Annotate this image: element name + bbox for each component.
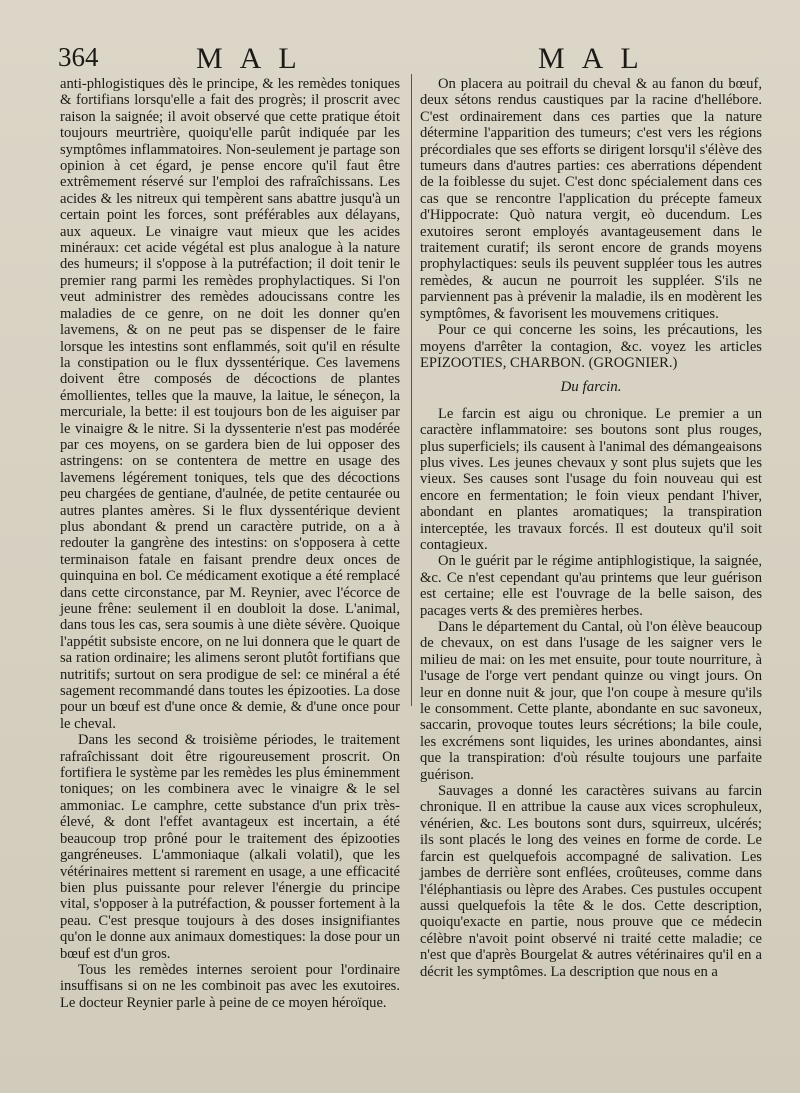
paragraph-left-1: anti-phlogistiques dès le principe, & les remèdes toniques & fortifians lorsqu'elle a fait des progrès; il proscrit avec raison la saignée; il avoit observé que cette pratique étoit toujours meurtrière, quoiqu'elle parût indiquée par les symptômes inflammatoires. Non-seulement je partage son opinion à cet égard, je pense encore qu'il faut être extrêmement réservé sur l'emploi des rafraîchissans. Les acides & les nitreux qui tempèrent sans abattre jusqu'à un certain point les forces, sont préférables aux délayans, aux aqueux. Le vinaigre vaut mieux que les acides minéraux: cet acide végétal est plus analogue à la nature des humeurs; il s'oppose à la putréfaction; il doit tenir le premier rang parmi les remèdes prophylactiques. Si l'on veut administrer des remèdes adoucissans contre les maladies de ce genre, on ne doit les donner qu'en lavemens, & on ne peut pas se dispenser de le faire lorsque les intestins sont enflammés, soit qu'il en résulte la constipation ou le flux dyssentérique. Ces lavemens doivent être composés de décoctions de plantes émollientes, telles que la mauve, la laitue, le séneçon, la mercuriale, la bette: il est toujours bon de les aiguiser par le vinaigre & le nitre. Si la dyssenterie n'est pas modérée par ces moyens, on se gardera bien de lui opposer des astringens: on se contentera de mettre en usage des lavemens légérement toniques, tels que des décoctions peu chargées de gentiane, d'aulnée, de petite centaurée ou autres plantes amères. Si le flux dyssentérique devient plus abondant & prend un caractère putride, on a à redouter la gangrène des intestins: on s'opposera à cette terminaison fatale en faisant prendre deux onces de quinquina en bol. Ce médicament exotique a été remplacé dans cette circonstance, par M. Reynier, avec l'écorce de jeune frêne: seulement il en doubloit la dose. L'animal, dans tous les cas, sera soumis à une diète sévère. Quoique l'appétit subsiste encore, on ne lui donnera que le quart de sa ration ordinaire; les alimens seront plutôt fortifians que nutritifs; surtout on sera prodigue de sel: ce minéral a été sagement recommandé dans toutes les épizooties. La dose pour un bœuf est d'une once & demie, & d'une once pour le cheval. [60,76,400,732]
section-heading-farcin: Du farcin. [560,379,622,396]
left-column [60,76,400,1011]
paragraph-right-3: Le farcin est aigu ou chronique. Le premier a un caractère inflammatoire: ses boutons sont plus rouges, plus superficiels; ils causent à l'animal des démangeaisons plus vives. Les jeunes chevaux y sont plus sujets que les vieux. Ses causes sont l'usage du foin nouveau qui est encore en fermentation; le foin vieux pendant l'hiver, abondant en plantes aromatiques; la transpiration interceptée, les travaux forcés. Il est douteux qu'il soit contagieux. [420,405,762,553]
right-column [420,76,762,980]
paragraph-right-5: Dans le département du Cantal, où l'on élève beaucoup de chevaux, on est dans l'usage de les saigner vers le milieu de mai: on les met ensuite, pour toute nourriture, à l'usage de l'orge vert pendant quinze ou vingt jours. On leur en donne nuit & jour, que l'on coupe à mesure qu'ils le consomment. Cette plante, abondante en suc savoneux, saccarin, provoque toutes leurs sécrétions; la bile coule, les excrémens sont liquides, les urines abondantes, ainsi que la transpiration: d'où résulte toujours une parfaite guérison. [420,619,762,783]
paragraph-right-6: Sauvages a donné les caractères suivans au farcin chronique. Il en attribue la cause aux vices scrophuleux, vénérien, &c. Les boutons sont durs, squirreux, ulcérés; ils sont placés le long des veines en forme de corde. Le farcin est quelquefois accompagné de salivation. Les jambes de derrière sont enflées, croûteuses, comme dans l'éléphantiasis ou lèpre des Arabes. Ces pustules occupent aussi quelquefois la tête & le dos. Cette description, quoiqu'exacte en partie, nous prouve que ce médecin célèbre n'avoit point observé ni traité cette maladie; ce n'est que d'après Bourgelat & autres vétérinaires qu'il en a décrit les symptômes. La description que nous en a [420,783,762,980]
paragraph-right-1: On placera au poitrail du cheval & au fanon du bœuf, deux sétons rendus caustiques par la racine d'hellébore. C'est ordinairement dans ces parties que la nature détermine l'apparition des tumeurs; c'est vers les régions précordiales que ses efforts se dirigent lorsqu'il s'élève des tumeurs dans d'autres parties: ces aberrations dépendent de la foiblesse du sujet. C'est donc spécialement dans ces cas que se rencontre l'application du précepte fameux d'Hippocrate: Quò natura vergit, eò ducendum. Les exutoires seront employés avantageusement dans le traitement curatif; ils seront encore de grands moyens prophylactiques: seuls ils peuvent suppléer tous les autres remèdes, & aucun ne pourroit les suppléer. S'ils ne parviennent pas à prévenir la maladie, ils en modèrent les symptômes, & favorisent les mouvemens critiques. [420,76,762,322]
paragraph-right-2: Pour ce qui concerne les soins, les précautions, les moyens d'arrêter la contagion, &c. voyez les articles EPIZOOTIES, CHARBON. (GROGNIER.) [420,322,762,371]
column-divider [411,74,412,706]
paragraph-right-4: On le guérit par le régime antiphlogistique, la saignée, &c. Ce n'est cependant qu'au printems que leur guérison est certaine; elle est l'ouvrage de la belle saison, des pacages verts & des premières herbes. [420,553,762,619]
running-head-right: MAL [538,42,656,75]
page-number: 364 [58,42,99,72]
paragraph-left-2: Dans les second & troisième périodes, le traitement rafraîchissant doit être rigoureusement proscrit. On fortifiera le système par les remèdes les plus éminemment toniques; on les combinera avec le vinaigre & le sel ammoniac. Le camphre, cette substance d'un prix très-élevé, & dont l'effet avantageux est incertain, a été beaucoup trop prôné pour le traitement des épizooties gangréneuses. L'ammoniaque (alkali volatil), que les vétérinaires mettent si rarement en usage, a une efficacité bien plus puissante pour relever l'énergie du principe vital, s'opposer à la putréfaction, & pousser fortement à la peau. C'est presque toujours à des doses insignifiantes qu'on le donne aux animaux domestiques: la dose pour un bœuf est d'un gros. [60,732,400,962]
running-head-left: MAL [196,42,314,75]
paragraph-left-3: Tous les remèdes internes seroient pour l'ordinaire insuffisans si on ne les combinoit pas avec les exutoires. Le docteur Reynier parle à peine de ce moyen héroïque. [60,961,400,1011]
